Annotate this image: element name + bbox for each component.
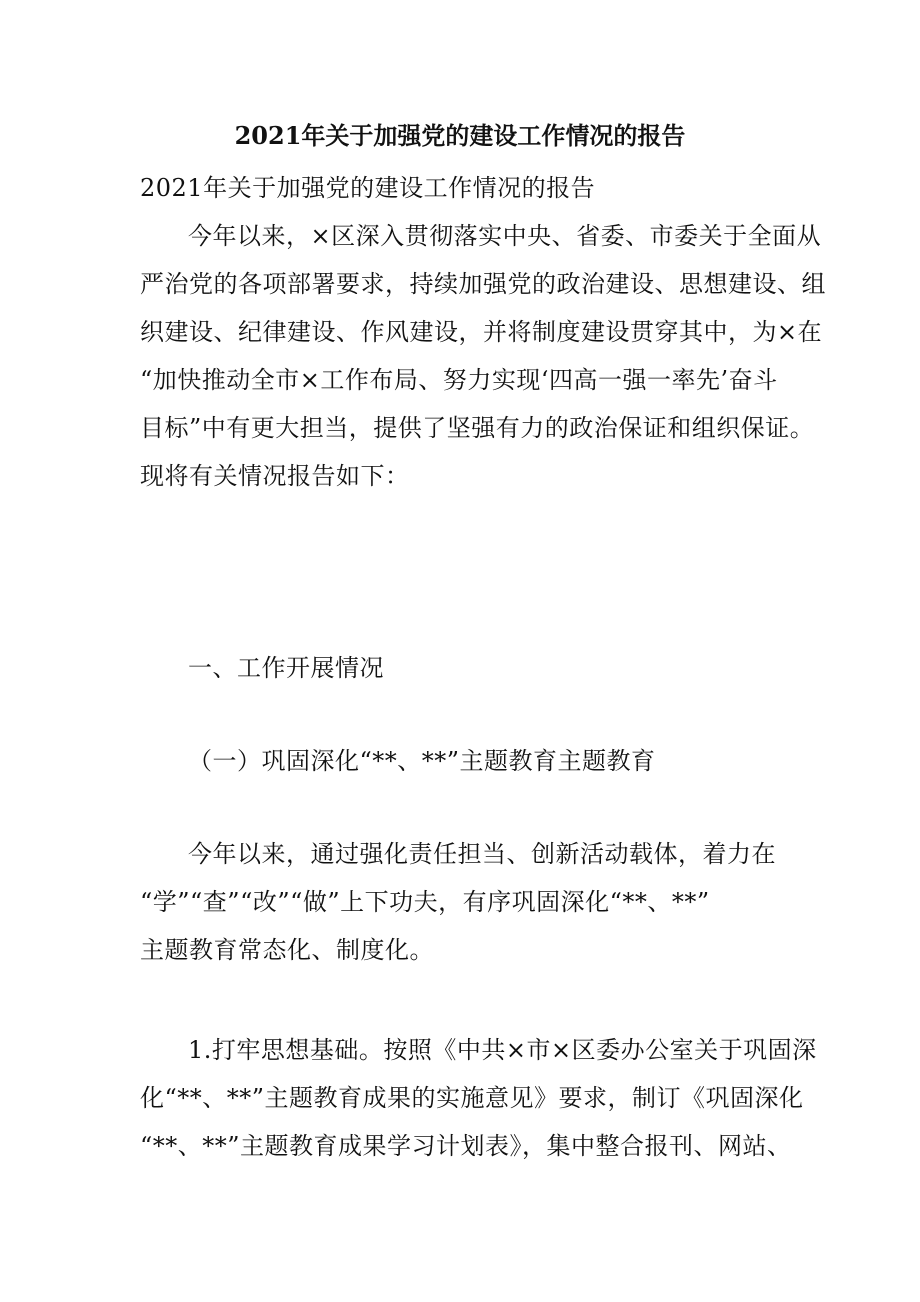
paragraph-line: “**、**”主题教育成果学习计划表》，集中整合报刊、网站、 (140, 1132, 792, 1160)
intro-line: 现将有关情况报告如下： (140, 462, 410, 490)
intro-line: 严治党的各项部署要求，持续加强党的政治建设、思想建设、组 (140, 270, 826, 298)
paragraph-line: 化“**、**”主题教育成果的实施意见》要求，制订《巩固深化 (140, 1084, 804, 1112)
paragraph-line: 主题教育常态化、制度化。 (140, 936, 434, 964)
document-title: 2021年关于加强党的建设工作情况的报告 (234, 121, 686, 150)
subsection-heading: （一）巩固深化“**、**”主题教育主题教育 (188, 747, 656, 775)
paragraph-line: “学”“查”“改”“做”上下功夫，有序巩固深化“**、**” (140, 888, 710, 916)
intro-line: 今年以来，×区深入贯彻落实中央、省委、市委关于全面从 (188, 222, 822, 250)
paragraph-line: 1.打牢思想基础。按照《中共×市×区委办公室关于巩固深 (188, 1036, 817, 1064)
paragraph-line: 今年以来，通过强化责任担当、创新活动载体，着力在 (188, 840, 776, 868)
intro-line: 目标”中有更大担当，提供了坚强有力的政治保证和组织保证。 (140, 414, 815, 442)
document-subtitle: 2021年关于加强党的建设工作情况的报告 (140, 174, 596, 202)
intro-line: “加快推动全市×工作布局、努力实现‘四高一强一率先’奋斗 (140, 366, 778, 394)
section-heading: 一、工作开展情况 (188, 654, 384, 682)
intro-line: 织建设、纪律建设、作风建设，并将制度建设贯穿其中，为×在 (140, 318, 823, 346)
